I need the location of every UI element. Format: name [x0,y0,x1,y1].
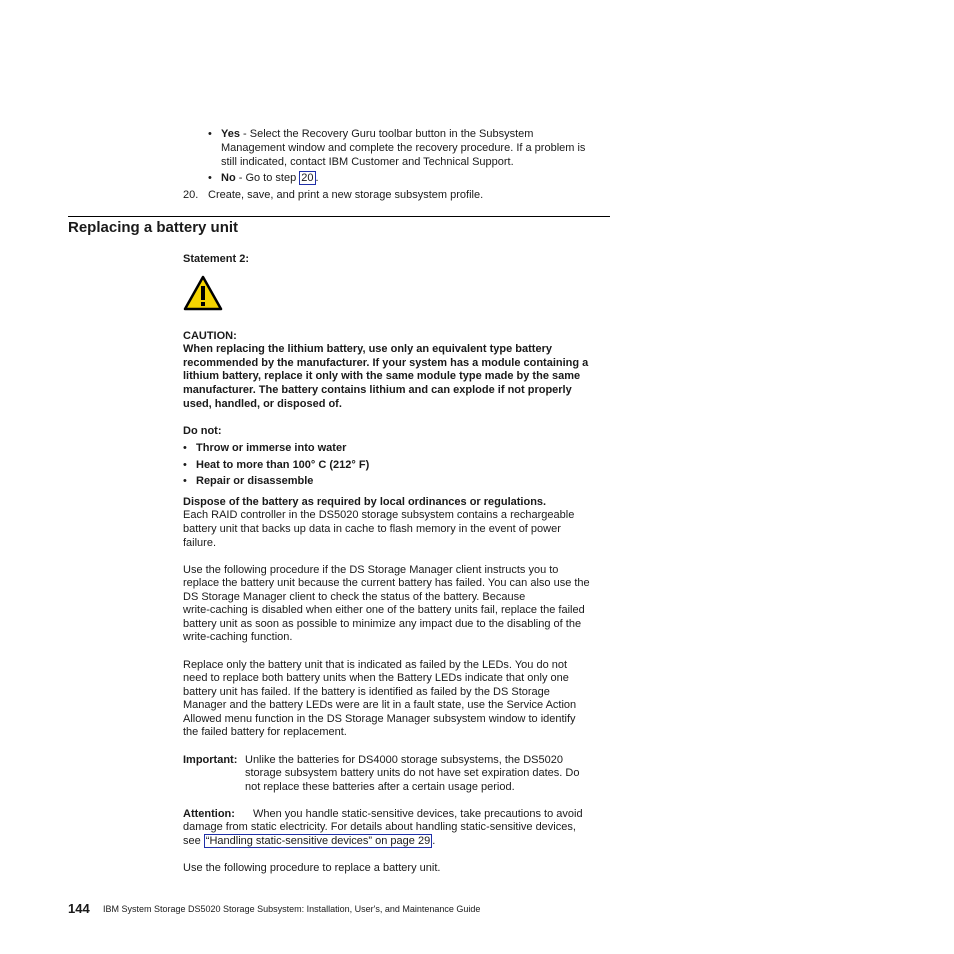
no-after: . [315,172,319,184]
no-label: No [221,172,236,184]
page-number: 144 [68,901,90,916]
statement-label: Statement 2: [183,253,250,265]
yes-line-2: Management window and complete the recovery procedure. If a problem is [221,142,586,154]
caution-label: CAUTION: [183,330,237,342]
static-devices-link[interactable]: “Handling static-sensitive devices” on page 29 [205,835,431,847]
attention-line-2: damage from static electricity. For details about handling static-sensitive devices, [183,821,576,833]
attention-line-1: When you handle static-sensitive devices, take precautions to avoid [253,808,583,820]
step-20-link[interactable]: 20 [301,172,314,184]
para2-line-6: write-caching function. [183,631,293,643]
yes-label: Yes [221,128,240,140]
bullet-no: • [208,172,212,184]
footer-title: IBM System Storage DS5020 Storage Subsystem: Installation, User's, and Maintenance Guide [103,904,481,914]
attention-end: . [432,835,436,847]
no-text: - Go to step [235,172,300,184]
para2-line-3: DS Storage Manager client to check the status of the battery. Because [183,591,526,603]
para3-line-5: Allowed menu function in the DS Storage Manager subsystem window to identify [183,713,576,725]
dispose-text: Dispose of the battery as required by local ordinances or regulations. [183,496,547,508]
para3-line-1: Replace only the battery unit that is indicated as failed by the LEDs. You do not [183,659,568,671]
para2-line-1: Use the following procedure if the DS Storage Manager client instructs you to [183,564,559,576]
bullet-do-not-3: • [183,475,187,487]
important-line-2: storage subsystem battery units do not have set expiration dates. Do [245,767,580,779]
yes-line-3: still indicated, contact IBM Customer and Technical Support. [221,156,514,168]
important-line-3: not replace these batteries after a certain usage period. [245,781,515,793]
para1-line-2: battery unit that backs up data in cache to flash memory in the event of power [183,523,561,535]
do-not-label: Do not: [183,425,222,437]
caution-line-3: lithium battery, replace it only with the same module type made by the same [183,370,581,382]
do-not-item-3: Repair or disassemble [196,475,314,487]
para3-line-6: the failed battery for replacement. [183,726,347,738]
section-title: Replacing a battery unit [68,219,239,236]
para2-line-4: write-caching is disabled when either one of the battery units fail, replace the failed [183,604,585,616]
para2-line-2: replace the battery unit because the current battery has failed. You can also use the [183,577,590,589]
section-rule [68,216,610,217]
caution-line-2: recommended by the manufacturer. If your system has a module containing a [183,357,589,369]
attention-label: Attention: [183,808,235,820]
no-line [221,171,319,185]
caution-line-1: When replacing the lithium battery, use only an equivalent type battery [183,343,552,355]
bullet-do-not-2: • [183,459,187,471]
step-20-text: Create, save, and print a new storage subsystem profile. [208,189,484,201]
bullet-yes: • [208,128,212,140]
para3-line-4: Manager and the battery LEDs were are lit in a fault state, use the Service Action [183,699,577,711]
step-20-number: 20. [183,189,199,201]
final-text: Use the following procedure to replace a battery unit. [183,862,441,874]
para1-line-1: Each RAID controller in the DS5020 storage subsystem contains a rechargeable [183,509,575,521]
warning-triangle-icon [183,275,223,311]
para2-line-5: battery unit as soon as possible to minimize any impact due to the disabling of the [183,618,582,630]
do-not-item-1: Throw or immerse into water [196,442,347,454]
do-not-item-2: Heat to more than 100° C (212° F) [196,459,370,471]
yes-text-1: - Select the Recovery Guru toolbar button in the Subsystem [239,128,534,140]
important-line-1: Unlike the batteries for DS4000 storage subsystems, the DS5020 [245,754,563,766]
yes-line-1 [221,127,533,141]
para1-line-3: failure. [183,537,217,549]
para3-line-3: battery unit has failed. If the battery is identified as failed by the DS Storage [183,686,550,698]
bullet-do-not-1: • [183,442,187,454]
attention-see: see [183,835,204,847]
para3-line-2: need to replace both battery units when the Battery LEDs indicate that only one [183,672,569,684]
caution-line-5: used, handled, or disposed of. [183,398,342,410]
attention-line-3 [183,834,435,848]
caution-line-4: manufacturer. The battery contains lithium and can explode if not properly [183,384,572,396]
important-label: Important: [183,754,238,766]
